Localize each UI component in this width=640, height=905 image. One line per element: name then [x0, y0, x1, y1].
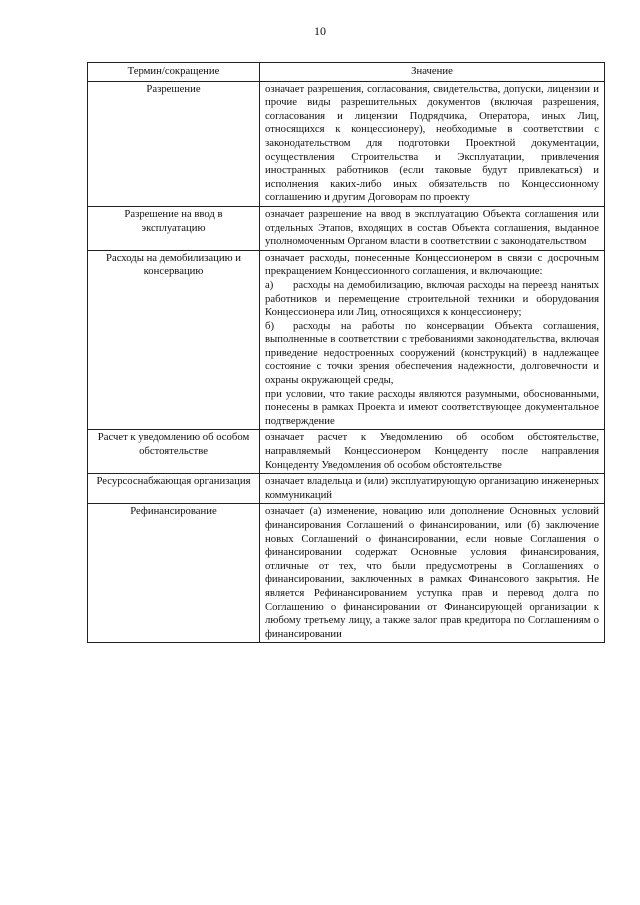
- table-row: [88, 430, 605, 474]
- table-row: [88, 81, 605, 206]
- value-cell: означает разрешения, согласования, свидетельства, допуски, лицензии и прочие виды разрешительных документов (включая разрешения, согласования и лицензии Подрядчика, Оператора, иных Лиц, относящихся к концессионеру), необходимые в соответствии с законодательством для подготовки Проектной документации, осуществления Строительства и Эксплуатации, привлечения иностранных работников (если таковые будут привлекаться) и исполнения каких-либо иных обязательств по Концессионному соглашению и другим Договорам по проекту: [260, 81, 605, 206]
- header-value: Значение: [260, 63, 605, 82]
- term-cell: Рефинансирование: [88, 504, 260, 643]
- page-number: 10: [314, 24, 326, 38]
- list-item-b: [265, 320, 599, 388]
- value-intro: означает расходы, понесенные Концессионером в связи с досрочным прекращением Концессионного соглашения, и включающие:: [265, 251, 599, 278]
- table-row: [88, 250, 605, 430]
- term-cell: Разрешение на ввод в эксплуатацию: [88, 206, 260, 250]
- value-cell: [260, 250, 605, 430]
- list-text-b: расходы на работы по консервации Объекта соглашения, выполненные в соответствии с требованиями законодательства, включая приведение недостроенных сооружений (конструкций) в надлежащее состояние с точки зрения обеспечения надежности, долговечности и охраны окружающей среды,: [265, 319, 599, 387]
- term-cell: Разрешение: [88, 81, 260, 206]
- list-text-a: расходы на демобилизацию, включая расходы на переезд нанятых работников и перемещение строительной техники и оборудования Концессионера или Лиц, относящихся к концессионеру;: [265, 278, 599, 319]
- table-row: [88, 504, 605, 643]
- list-marker-b: б): [265, 319, 274, 332]
- value-cell: означает разрешение на ввод в эксплуатацию Объекта соглашения или отдельных Этапов, входящих в состав Объекта соглашения, выданное уполномоченным Органом власти в соответствии с законодательством: [260, 206, 605, 250]
- table-header-row: [88, 63, 605, 82]
- definitions-table: [87, 62, 605, 643]
- header-term: Термин/сокращение: [88, 63, 260, 82]
- term-cell: Расходы на демобилизацию и консервацию: [88, 250, 260, 430]
- term-cell: Расчет к уведомлению об особом обстоятельстве: [88, 430, 260, 474]
- list-item-a: [265, 279, 599, 320]
- value-cell: означает (а) изменение, новацию или дополнение Основных условий финансирования Соглашений о финансировании, или (б) заключение новых Соглашений о финансировании, если новые Соглашения о финансировании содержат Основные условия финансирования, отличные от тех, что были предусмотрены в Соглашениях о финансировании, заключенных в рамках Финансового закрытия. Не является Рефинансированием уступка прав и перевод долга по Соглашению о финансировании от Финансирующей организации к любому третьему лицу, а также залог прав кредитора по Соглашениям о финансировании: [260, 504, 605, 643]
- value-cell: означает расчет к Уведомлению об особом обстоятельстве, направляемый Концессионером Концеденту после направления Концеденту Уведомления об особом обстоятельстве: [260, 430, 605, 474]
- table-row: [88, 474, 605, 504]
- table-row: [88, 206, 605, 250]
- term-cell: Ресурсоснабжающая организация: [88, 474, 260, 504]
- value-outro: при условии, что такие расходы являются разумными, обоснованными, понесены в рамках Проекта и имеют соответствующее документальное подтверждение: [265, 387, 599, 427]
- list-marker-a: а): [265, 278, 274, 291]
- value-cell: означает владельца и (или) эксплуатирующую организацию инженерных коммуникаций: [260, 474, 605, 504]
